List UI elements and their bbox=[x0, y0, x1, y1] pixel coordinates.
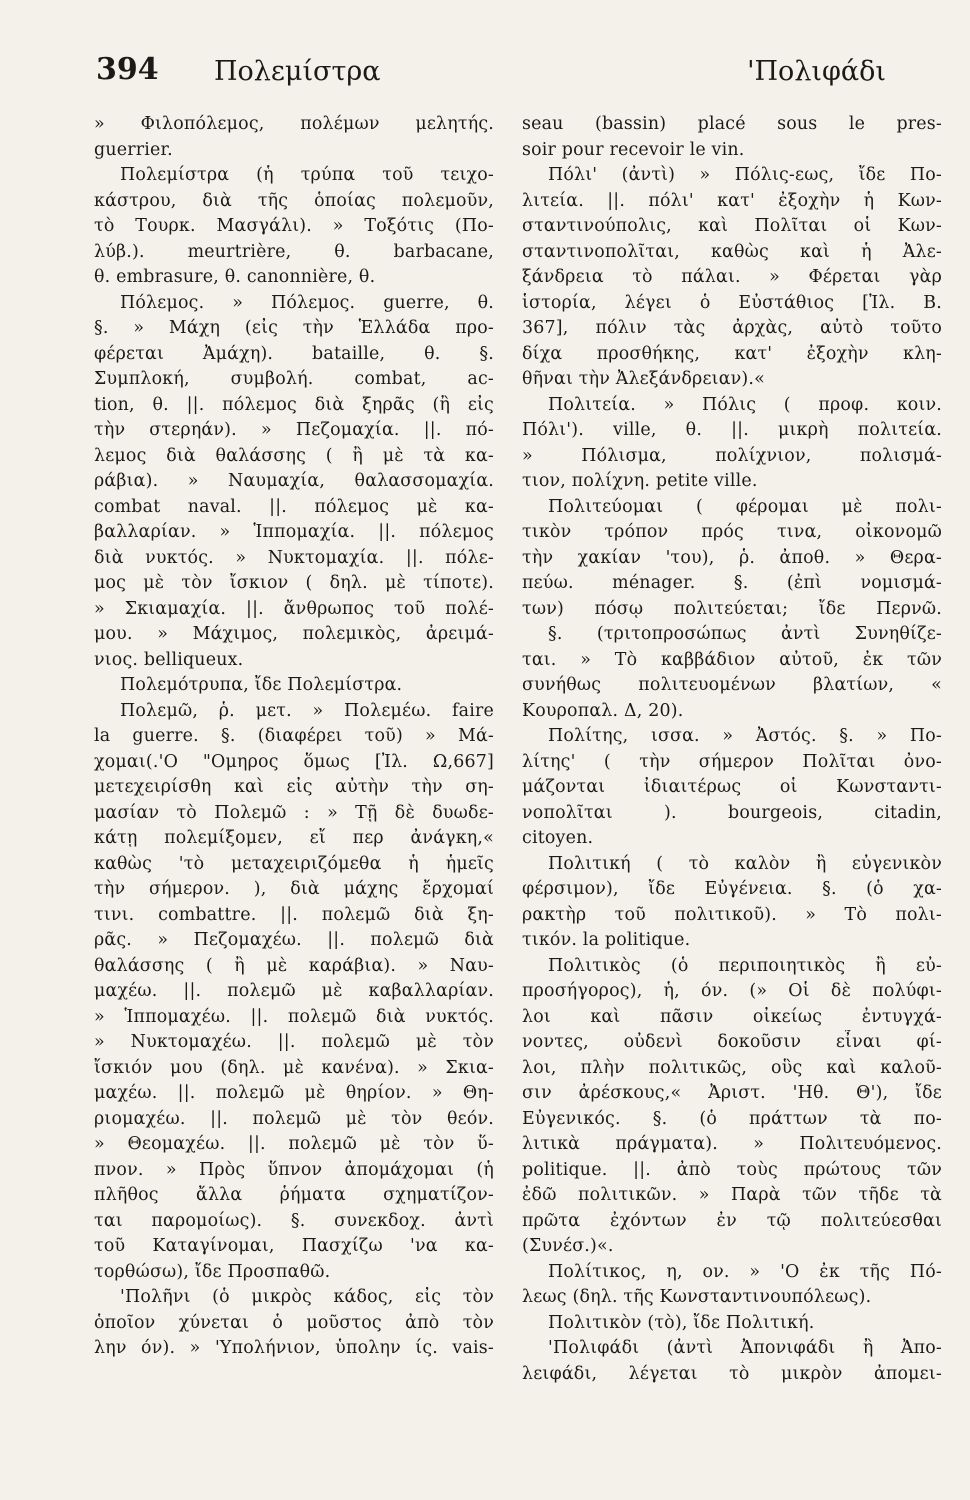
text-line: λοι, πλὴν πολιτικῶς, οὓς καὶ καλοῦ- bbox=[522, 1057, 942, 1078]
text-line: ριομαχέω. ||. πολεμῶ μὲ τὸν θεόν. bbox=[94, 1108, 494, 1129]
text-line: τικόν. la politique. bbox=[522, 930, 691, 950]
text-line: » Πόλισμα, πολίχνιον, πολισμά- bbox=[522, 445, 942, 466]
page-header bbox=[96, 50, 886, 100]
text-line: Πολίτης, ισσα. » Ἀστός. §. » Πο- bbox=[548, 726, 942, 746]
text-line: 'Πολῆνι (ὁ μικρὸς κάδος, εἰς τὸν bbox=[120, 1287, 494, 1307]
text-line: τὸ Τουρκ. Μασγάλι). » Τοξότις (Πο- bbox=[94, 216, 494, 236]
text-line: §. (τριτοπροσώπως ἀντὶ Συνηθίζε- bbox=[548, 624, 942, 644]
text-line: Πολιτεία. » Πόλις ( προφ. κοιν. bbox=[548, 394, 942, 415]
text-line: νοντες, οὐδενὶ δοκοῦσιν εἶναι φί- bbox=[522, 1032, 942, 1052]
page-number: 394 bbox=[96, 52, 159, 87]
text-line: Πολιτεύομαι ( φέρομαι μὲ πολι- bbox=[548, 496, 942, 517]
text-line: μασίαν τὸ Πολεμῶ : » Τῇ δὲ δυωδε- bbox=[94, 802, 494, 823]
right-column bbox=[522, 112, 942, 1387]
text-line: λιτεία. ||. πόλι' κατ' ἐξοχὴν ἡ Κων- bbox=[522, 190, 942, 211]
text-line: λειφάδι, λέγεται τὸ μικρὸν ἀπομει- bbox=[522, 1363, 942, 1384]
text-line: ρᾶς. » Πεζομαχέω. ||. πολεμῶ διὰ bbox=[94, 930, 494, 950]
text-line: νιος. belliqueux. bbox=[94, 649, 244, 670]
text-line: σταντινοπολῖται, καθὼς καὶ ἡ Ἀλε- bbox=[522, 241, 942, 262]
text-line: citoyen. bbox=[522, 828, 594, 848]
text-line: πλῆθος ἄλλα ῥήματα σχηματίζον- bbox=[94, 1185, 494, 1205]
text-line: θῆναι τὴν Ἀλεξάνδρειαν).« bbox=[522, 369, 765, 389]
text-line: ται. » Τὸ καββάδιον αὐτοῦ, ἐκ τῶν bbox=[522, 649, 942, 670]
text-line: θ. embrasure, θ. canonnière, θ. bbox=[94, 267, 376, 287]
text-line: la guerre. §. (διαφέρει τοῦ) » Μά- bbox=[94, 726, 494, 746]
text-line: ἴσκιόν μου (δηλ. μὲ κανένα). » Σκια- bbox=[94, 1057, 494, 1078]
text-line: σταντινούπολις, καὶ Πολῖται οἱ Κων- bbox=[522, 216, 942, 236]
text-line: φέρσιμον), ἴδε Εὐγένεια. §. (ὁ χα- bbox=[522, 879, 942, 899]
text-line: μαχέω. ||. πολεμῶ μὲ καβαλλαρίαν. bbox=[94, 981, 494, 1001]
column-gutter bbox=[510, 110, 511, 1400]
text-line: Πόλι'). ville, θ. ||. μικρὴ πολιτεία. bbox=[522, 420, 942, 440]
text-line: των) πόσῳ πολιτεύεται; ἴδε Περνῶ. bbox=[522, 598, 942, 619]
text-line: Πολιτικὸν (τὸ), ἴδε Πολιτική. bbox=[548, 1312, 815, 1333]
text-line: διὰ νυκτός. » Νυκτομαχία. ||. πόλε- bbox=[94, 547, 494, 568]
text-line: τοῦ Καταγίνομαι, Πασχίζω 'να κα- bbox=[94, 1236, 494, 1256]
text-line: χομαι(.'Ο "Ομηρος ὅμως [Ἰλ. Ω,667] bbox=[94, 751, 494, 772]
text-line: μάζονται ἰδιαιτέρως οἱ Κωνσταντι- bbox=[522, 777, 942, 797]
text-line: λεμος διὰ θαλάσσης ( ἢ μὲ τὰ κα- bbox=[94, 445, 494, 466]
text-line: » Ἱππομαχέω. ||. πολεμῶ διὰ νυκτός. bbox=[94, 1006, 494, 1027]
text-line: κάτῃ πολεμίξομεν, εἴ περ ἀνάγκη,« bbox=[94, 828, 494, 848]
text-line: ἱστορία, λέγει ὁ Εὐστάθιος [Ἰλ. Β. bbox=[522, 292, 942, 313]
text-line: Εὐγενικός. §. (ὁ πράττων τὰ πο- bbox=[522, 1108, 942, 1129]
text-line: ται παρομοίως). §. συνεκδοχ. ἀντὶ bbox=[94, 1210, 494, 1231]
text-line: μος μὲ τὸν ἴσκιον ( δηλ. μὲ τίποτε). bbox=[94, 573, 494, 593]
text-line: » Φιλοπόλεμος, πολέμων μελητής. bbox=[94, 114, 494, 134]
text-line: » Νυκτομαχέω. ||. πολεμῶ μὲ τὸν bbox=[94, 1032, 494, 1052]
text-line: τιον, πολίχνη. petite ville. bbox=[522, 471, 758, 491]
text-line: ξάνδρεια τὸ πάλαι. » Φέρεται γὰρ bbox=[522, 267, 942, 287]
text-line: λεως (δηλ. τῆς Κωνσταντινουπόλεως). bbox=[522, 1287, 872, 1307]
text-line: Πολεμῶ, ῥ. μετ. » Πολεμέω. faire bbox=[120, 700, 494, 721]
text-line: τὴν χακίαν 'του), ῥ. ἀποθ. » Θερα- bbox=[522, 547, 942, 568]
text-line: Πόλεμος. » Πόλεμος. guerre, θ. bbox=[120, 292, 494, 313]
text-line: πρῶτα ἐχόντων ἐν τῷ πολιτεύεσθαι bbox=[522, 1210, 942, 1231]
text-line: tion, θ. ||. πόλεμος διὰ ξηρᾶς (ἢ εἰς bbox=[94, 394, 494, 415]
text-line: μαχέω. ||. πολεμῶ μὲ θηρίον. » Θη- bbox=[94, 1083, 494, 1103]
text-line: προσήγορος), ἡ, όν. (» Οἱ δὲ πολύφι- bbox=[522, 981, 942, 1001]
running-head-left: Πολεμίστρα bbox=[214, 56, 381, 87]
text-line: καθὼς 'τὸ μεταχειριζόμεθα ἡ ἡμεῖς bbox=[94, 853, 494, 874]
text-line: λίτης' ( τὴν σήμερον Πολῖται ὀνο- bbox=[522, 751, 942, 772]
text-line: » Σκιαμαχία. ||. ἄνθρωπος τοῦ πολέ- bbox=[94, 598, 494, 619]
text-line: φέρεται Ἀμάχη). bataille, θ. §. bbox=[94, 343, 494, 364]
text-line: νοπολῖται ). bourgeois, citadin, bbox=[522, 802, 942, 823]
text-line: σιν ἀρέσκους,« Ἀριστ. 'Ηθ. Θ'), ἴδε bbox=[522, 1083, 942, 1103]
text-line: λιτικὰ πράγματα). » Πολιτευόμενος. bbox=[522, 1134, 942, 1154]
text-line: τινι. combattre. ||. πολεμῶ διὰ ξη- bbox=[94, 904, 494, 925]
text-line: θαλάσσης ( ἢ μὲ καράβια). » Ναυ- bbox=[94, 955, 494, 976]
text-line: λύβ.). meurtrière, θ. barbacane, bbox=[94, 241, 494, 262]
text-line: Πολεμότρυπα, ἴδε Πολεμίστρα. bbox=[120, 675, 403, 695]
left-column bbox=[94, 112, 494, 1362]
text-line: §. » Μάχη (εἰς τὴν Ἑλλάδα προ- bbox=[94, 318, 494, 338]
text-line: ρακτὴρ τοῦ πολιτικοῦ). » Τὸ πολι- bbox=[522, 904, 942, 925]
text-line: μου. » Μάχιμος, πολεμικὸς, ἀρειμά- bbox=[94, 624, 494, 644]
text-line: (Συνέσ.)«. bbox=[522, 1236, 614, 1256]
text-line: πνον. » Πρὸς ὕπνον ἀπομάχομαι (ἡ bbox=[94, 1159, 494, 1180]
text-line: soir pour recevoir le vin. bbox=[522, 139, 745, 160]
text-line: Κουροπαλ. Δ, 20). bbox=[522, 700, 684, 721]
text-line: ὁποῖον χύνεται ὁ μοῦστος ἀπὸ τὸν bbox=[94, 1312, 494, 1333]
text-line: Πολεμίστρα (ἡ τρύπα τοῦ τειχο- bbox=[120, 165, 494, 185]
text-line: Πολιτική ( τὸ καλὸν ἢ εὐγενικὸν bbox=[548, 853, 942, 874]
text-line: ράβια). » Ναυμαχία, θαλασσομαχία. bbox=[94, 471, 494, 491]
text-line: δίχα προσθήκης, κατ' ἐξοχὴν κλη- bbox=[522, 343, 942, 364]
text-line: μετεχειρίσθη καὶ εἰς αὐτὴν τὴν ση- bbox=[94, 777, 494, 797]
text-line: Συμπλοκή, συμβολή. combat, ac- bbox=[94, 369, 494, 389]
text-line: τικὸν τρόπον πρός τινα, οἰκονομῶ bbox=[522, 522, 942, 542]
text-line: seau (bassin) placé sous le pres- bbox=[522, 114, 942, 134]
text-line: ἐδῶ πολιτικῶν. » Παρὰ τῶν τῆδε τὰ bbox=[522, 1185, 942, 1205]
text-line: Πόλι' (ἀντὶ) » Πόλις-εως, ἴδε Πο- bbox=[548, 165, 942, 185]
text-line: 367], πόλιν τὰς ἀρχὰς, αὐτὸ τοῦτο bbox=[522, 318, 942, 338]
text-line: βαλλαρίαν. » Ἱππομαχία. ||. πόλεμος bbox=[94, 522, 494, 542]
text-line: combat naval. ||. πόλεμος μὲ κα- bbox=[94, 496, 494, 517]
text-line: Πολίτικος, η, ον. » 'Ο ἐκ τῆς Πό- bbox=[548, 1261, 942, 1282]
text-line: κάστρου, διὰ τῆς ὁποίας πολεμοῦν, bbox=[94, 190, 494, 211]
text-line: politique. ||. ἀπὸ τοὺς πρώτους τῶν bbox=[522, 1159, 942, 1180]
text-line: τορθώσω), ἴδε Προσπαθῶ. bbox=[94, 1261, 331, 1282]
text-line: 'Πολιφάδι (ἀντὶ Ἀπονιφάδι ἢ Ἀπο- bbox=[548, 1338, 942, 1358]
text-line: guerrier. bbox=[94, 139, 173, 160]
running-head-right: 'Πολιφάδι bbox=[747, 56, 886, 87]
text-line: λοι καὶ πᾶσιν οἰκείως ἐντυγχά- bbox=[522, 1006, 942, 1027]
text-line: Πολιτικὸς (ὁ περιποιητικὸς ἢ εὐ- bbox=[548, 955, 942, 976]
text-line: λην όν). » 'Υπολήνιον, ὑπολην ίς. vais- bbox=[94, 1338, 494, 1358]
text-line: τὴν σήμερον. ), διὰ μάχης ἔρχομαί bbox=[94, 879, 494, 899]
text-line: πεύω. ménager. §. (ἐπὶ νομισμά- bbox=[522, 573, 942, 593]
text-line: τὴν στερηάν). » Πεζομαχία. ||. πό- bbox=[94, 420, 494, 440]
text-line: συνήθως πολιτευομένων βλατίων, « bbox=[522, 675, 942, 695]
text-line: » Θεομαχέω. ||. πολεμῶ μὲ τὸν ὕ- bbox=[94, 1134, 494, 1154]
